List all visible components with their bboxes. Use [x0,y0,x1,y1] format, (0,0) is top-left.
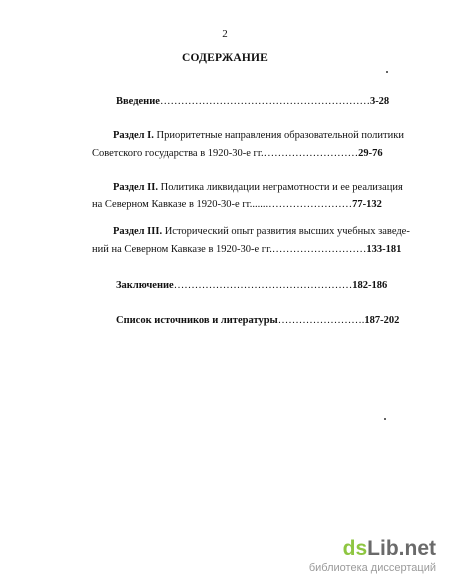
toc-entry-section-2-line1 [113,182,403,193]
toc-entry-conclusion [116,280,387,291]
scan-speck [386,71,388,73]
watermark-logo-ds: ds [342,537,368,560]
toc-leader-dots: ……………………. [277,315,365,326]
toc-entry-section-2-title: Политика ликвидации неграмотности и ее реализация [160,182,403,193]
page-number: 2 [222,28,228,40]
toc-entry-section-2-label: Раздел II. [113,182,158,193]
toc-entry-section-3-pages: 133-181 [366,244,402,255]
toc-entry-section-3-line1 [113,226,410,237]
toc-entry-conclusion-pages: 182-186 [352,280,388,291]
toc-entry-intro [116,96,389,107]
toc-entry-section-2-title-cont: на Северном Кавказе в 1920-30-е гг. [92,199,253,210]
toc-entry-section-1-pages: 29-76 [358,148,383,159]
watermark-subtitle: библиотека диссертаций [308,562,436,574]
watermark-logo-lib: Lib.net [367,537,436,560]
toc-entry-sources-label: Список источников и литературы [116,315,278,326]
toc-entry-section-3-line2 [92,244,401,255]
toc-entry-intro-pages: 3-28 [369,96,390,107]
toc-entry-section-3-label: Раздел III. [113,226,163,237]
toc-entry-section-1-line1 [113,130,404,141]
toc-entry-section-3-title: Исторический опыт развития высших учебных заведе- [164,226,410,237]
toc-entry-section-3-title-cont: ний на Северном Кавказе в 1920-30-е гг. [92,244,272,255]
toc-leader-dots: ……………………… [271,244,367,255]
toc-entry-section-1-line2 [92,148,383,159]
toc-entry-intro-label: Введение [116,96,160,107]
watermark-logo [306,538,436,560]
toc-leader-dots: ……………………… [263,148,359,159]
page-title: СОДЕРЖАНИЕ [181,52,269,64]
toc-entry-section-1-title-cont: Советского государства в 1920-30-е гг. [92,148,264,159]
toc-entry-conclusion-label: Заключение [116,280,174,291]
toc-entry-sources-pages: 187-202 [364,315,400,326]
toc-leader-dots: ......…………………… [252,199,353,210]
scan-speck [384,418,386,420]
toc-entry-section-1-title: Приоритетные направления образовательной политики [156,130,404,141]
toc-entry-sources [116,315,399,326]
toc-leader-dots: …………………………………………… [173,280,353,291]
toc-leader-dots: …………………………………………………… [159,96,370,107]
toc-entry-section-2-pages: 77-132 [352,199,382,210]
toc-entry-section-1-label: Раздел I. [113,130,154,141]
toc-entry-section-2-line2 [92,199,382,210]
site-watermark[interactable] [306,538,436,574]
